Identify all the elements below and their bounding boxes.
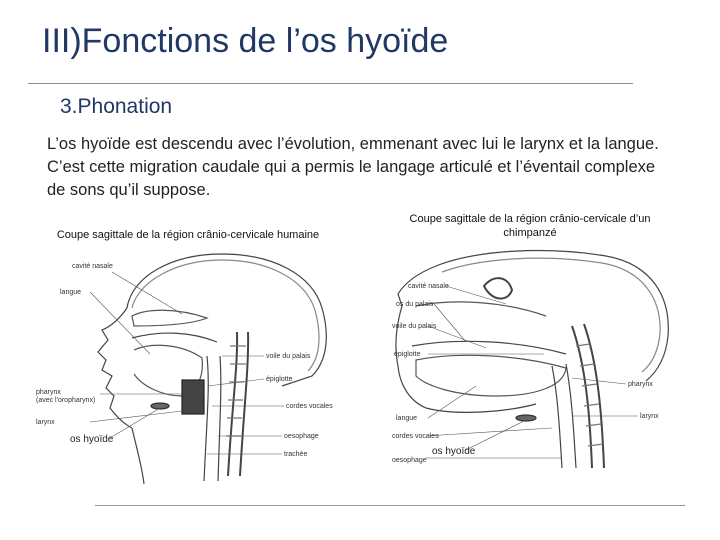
chimp-label-cordes-vocales: cordes vocales [392,433,439,440]
label-cavite-nasale: cavité nasale [72,263,113,270]
label-larynx: larynx [36,419,55,426]
title-divider [28,83,633,84]
label-oesophage: oesophage [284,433,319,440]
human-face-profile [98,308,132,428]
human-larynx-shaded [182,380,204,414]
slide-title: III)Fonctions de l’os hyoïde [42,22,449,60]
body-paragraph: L’os hyoïde est descendu avec l’évolution, emmenant avec lui le larynx et la langue. C’est cette migration caudale qui a permis le langage articulé et l’éventail complexe de sons qu’il suppose. [47,135,659,199]
label-pharynx-sub: (avec l'oropharynx) [36,397,96,404]
label-cordes-vocales: cordes vocales [286,403,333,410]
chimp-label-os-palais: os du palais [396,301,434,308]
human-sagittal-diagram [32,246,344,486]
label-langue: langue [60,289,82,296]
chimp-skull-outline [436,251,668,381]
human-nasal-cavity [132,310,207,326]
chimp-label-langue: langue [396,415,418,422]
label-pharynx: pharynx [36,389,61,396]
bottom-divider [95,505,685,506]
chimp-label-epiglotte: épiglotte [394,351,421,358]
human-spine [228,332,237,476]
human-figure-caption: Coupe sagittale de la région crânio-cervicale humaine [56,229,320,241]
chimp-label-os-hyoide: os hyoïde [432,446,476,457]
chimp-label-oesophage: oesophage [392,457,427,464]
label-os-hyoide: os hyoïde [70,434,114,445]
section-heading: 3.Phonation [60,95,173,118]
chimp-nasal-cavity [416,302,546,316]
human-skull-outline [127,254,326,386]
label-epiglotte: épiglotte [266,376,293,383]
chimp-tongue [416,355,566,396]
label-voile-palais: voile du palais [266,353,311,360]
chimp-label-pharynx: pharynx [628,381,653,388]
label-trachee: trachée [284,451,308,458]
chimpanzee-sagittal-diagram [376,246,680,470]
chimp-label-voile-palais: voile du palais [392,323,437,330]
chimpanzee-figure-caption: Coupe sagittale de la région crânio-cervicale d’un chimpanzé [409,213,651,239]
chimp-label-larynx: larynx [640,413,659,420]
chimp-label-cavite-nasale: cavité nasale [408,283,449,290]
